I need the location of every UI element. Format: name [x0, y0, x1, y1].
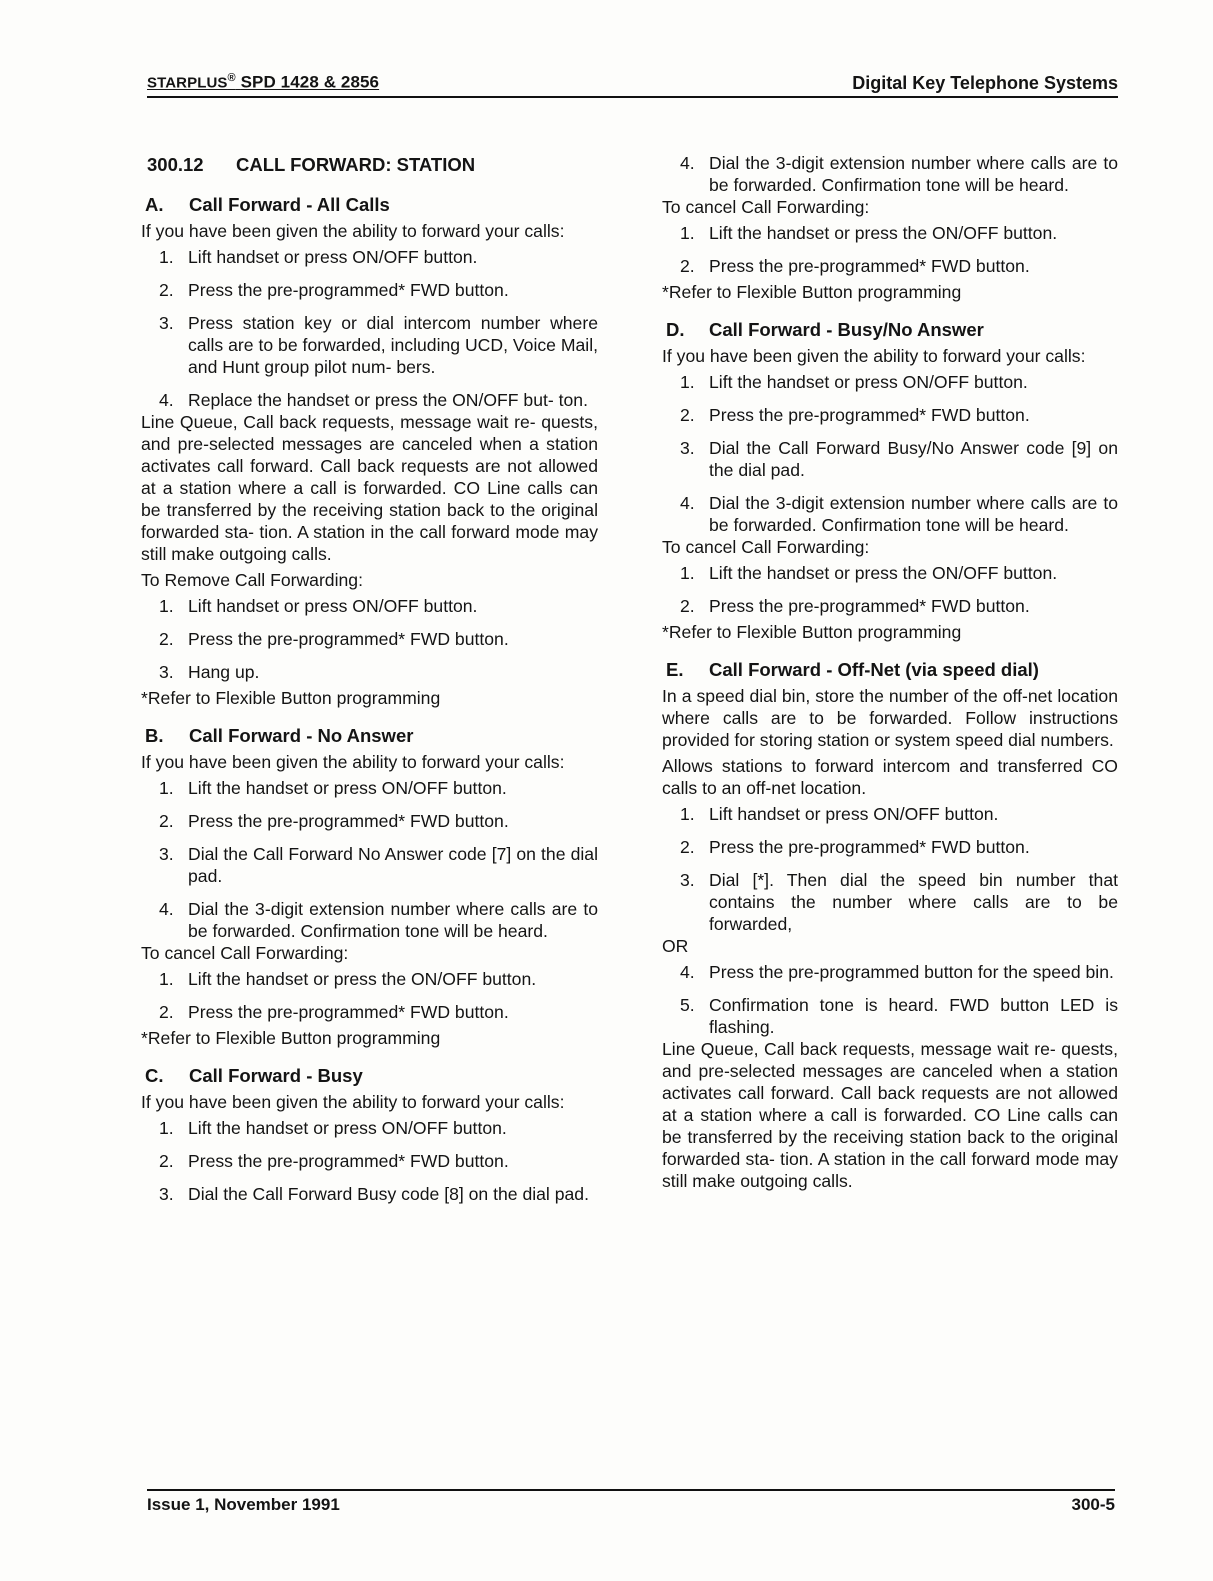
- list-item: 1. Lift handset or press ON/OFF button.: [159, 596, 478, 616]
- registered-mark: ®: [227, 72, 236, 85]
- page-footer: [147, 1489, 1115, 1515]
- subsection-d-cancel-label: To cancel Call Forwarding:: [662, 537, 870, 557]
- subsection-c-steps: [141, 1117, 598, 1205]
- subsection-d-heading: D. Call Forward - Busy/No Answer: [666, 319, 984, 340]
- footer-issue: Issue 1, November 1991: [147, 1495, 340, 1514]
- subsection-d-intro: If you have been given the ability to forward your calls:: [662, 346, 1086, 366]
- list-item: 1. Lift handset or press ON/OFF button.: [159, 247, 478, 267]
- list-item: 2. Press the pre-programmed* FWD button.: [159, 811, 509, 831]
- list-item: 2. Press the pre-programmed* FWD button.: [159, 629, 509, 649]
- header-brand: STARPLUS: [147, 75, 228, 92]
- list-item: 4. Dial the 3-digit extension number where calls are to be forwarded. Confirmation tone will be heard.: [680, 153, 1118, 195]
- list-item: 1. Lift handset or press ON/OFF button.: [680, 804, 999, 824]
- list-item: 3. Dial the Call Forward No Answer code [7] on the dial pad.: [159, 844, 598, 886]
- list-item: 4. Press the pre-programmed button for the speed bin.: [680, 962, 1114, 982]
- list-item: 2. Press the pre-programmed* FWD button.: [680, 405, 1030, 425]
- subsection-e-intro: In a speed dial bin, store the number of the off-net location where calls are to be forwarded. Follow instructions provided for storing station or system speed dial numbers.: [662, 686, 1118, 750]
- list-item: 1. Lift the handset or press ON/OFF button.: [159, 1118, 507, 1138]
- list-item: 1. Lift the handset or press the ON/OFF button.: [159, 969, 537, 989]
- list-item: 2. Press the pre-programmed* FWD button.: [680, 837, 1030, 857]
- subsection-b-intro: If you have been given the ability to forward your calls:: [141, 752, 565, 772]
- subsection-a-heading: A. Call Forward - All Calls: [145, 194, 390, 215]
- right-column: [662, 152, 1118, 1196]
- subsection-b-cancel-label: To cancel Call Forwarding:: [141, 943, 349, 963]
- subsection-a-steps: [141, 246, 598, 411]
- subsection-b-heading: B. Call Forward - No Answer: [145, 725, 414, 746]
- header-model: SPD 1428 & 2856: [240, 73, 380, 92]
- subsection-d-steps: [662, 371, 1118, 536]
- list-item: 2. Press the pre-programmed* FWD button.: [680, 256, 1030, 276]
- list-item: 2. Press the pre-programmed* FWD button.: [159, 1151, 509, 1171]
- list-item: 4. Dial the 3-digit extension number where calls are to be forwarded. Confirmation tone will be heard.: [159, 899, 598, 941]
- subsection-a-note: *Refer to Flexible Button programming: [141, 688, 441, 708]
- header-product: [147, 72, 379, 93]
- list-item: 1. Lift the handset or press the ON/OFF button.: [680, 223, 1058, 243]
- subsection-b-note: *Refer to Flexible Button programming: [141, 1028, 441, 1048]
- subsection-b-cancel-steps: [141, 968, 598, 1023]
- list-item: 3. Dial the Call Forward Busy code [8] on the dial pad.: [159, 1184, 589, 1204]
- list-item: 1. Lift the handset or press the ON/OFF button.: [680, 563, 1058, 583]
- subsection-c-intro: If you have been given the ability to forward your calls:: [141, 1092, 565, 1112]
- remove-forwarding-steps: [141, 595, 598, 683]
- list-item: 2. Press the pre-programmed* FWD button.: [159, 280, 509, 300]
- subsection-d-cancel-steps: [662, 562, 1118, 617]
- page-number: 300-5: [1071, 1495, 1115, 1514]
- subsection-c-cancel-steps: [662, 222, 1118, 277]
- or-separator: OR: [662, 936, 689, 956]
- list-item: 3. Dial the Call Forward Busy/No Answer code [9] on the dial pad.: [680, 438, 1118, 480]
- section-number: 300.12: [147, 154, 204, 175]
- section-heading: [147, 154, 598, 176]
- list-item: 1. Lift the handset or press ON/OFF button.: [159, 778, 507, 798]
- subsection-e-paragraph: Line Queue, Call back requests, message wait re- quests, and pre-selected messages are canceled when a station activates call forward. Call back requests are not allowed at a station where a call is forwarded. CO Line calls can be transferred by the receiving station back to the original forwarded sta- tion. A station in the call forward mode may still make outgoing calls.: [662, 1039, 1118, 1191]
- page-header: [147, 62, 1118, 98]
- list-item: 1. Lift the handset or press ON/OFF button.: [680, 372, 1028, 392]
- subsection-e-steps-alt: [662, 961, 1118, 1038]
- subsection-c-steps-continued: [662, 152, 1118, 196]
- subsection-e-steps: [662, 803, 1118, 935]
- list-item: 3. Hang up.: [159, 662, 260, 682]
- subsection-c-cancel-label: To cancel Call Forwarding:: [662, 197, 870, 217]
- subsection-c-heading: C. Call Forward - Busy: [145, 1065, 363, 1086]
- subsection-d-note: *Refer to Flexible Button programming: [662, 622, 962, 642]
- remove-forwarding-label: To Remove Call Forwarding:: [141, 570, 363, 590]
- subsection-a-intro: If you have been given the ability to forward your calls:: [141, 221, 565, 241]
- subsection-e-intro-2: Allows stations to forward intercom and transferred CO calls to an off-net location.: [662, 756, 1118, 798]
- list-item: 5. Confirmation tone is heard. FWD button LED is flashing.: [680, 995, 1118, 1037]
- section-title: CALL FORWARD: STATION: [236, 154, 476, 175]
- subsection-c-note: *Refer to Flexible Button programming: [662, 282, 962, 302]
- list-item: 3. Press station key or dial intercom number where calls are to be forwarded, including UCD, Voice Mail, and Hunt group pilot num- bers.: [159, 313, 598, 377]
- header-title: Digital Key Telephone Systems: [852, 73, 1118, 93]
- list-item: 4. Replace the handset or press the ON/OFF but- ton.: [159, 390, 588, 410]
- subsection-e-heading: E. Call Forward - Off-Net (via speed dial): [666, 659, 1039, 680]
- list-item: 3. Dial [*]. Then dial the speed bin number that contains the number where calls are to be forwarded,: [680, 870, 1118, 934]
- list-item: 2. Press the pre-programmed* FWD button.: [680, 596, 1030, 616]
- list-item: 4. Dial the 3-digit extension number where calls are to be forwarded. Confirmation tone will be heard.: [680, 493, 1118, 535]
- list-item: 2. Press the pre-programmed* FWD button.: [159, 1002, 509, 1022]
- subsection-b-steps: [141, 777, 598, 942]
- left-column: [141, 152, 598, 1216]
- subsection-a-paragraph: Line Queue, Call back requests, message wait re- quests, and pre-selected messages are canceled when a station activates call forward. Call back requests are not allowed at a station where a call is forwarded. CO Line calls can be transferred by the receiving station back to the original forwarded sta- tion. A station in the call forward mode may still make outgoing calls.: [141, 412, 598, 564]
